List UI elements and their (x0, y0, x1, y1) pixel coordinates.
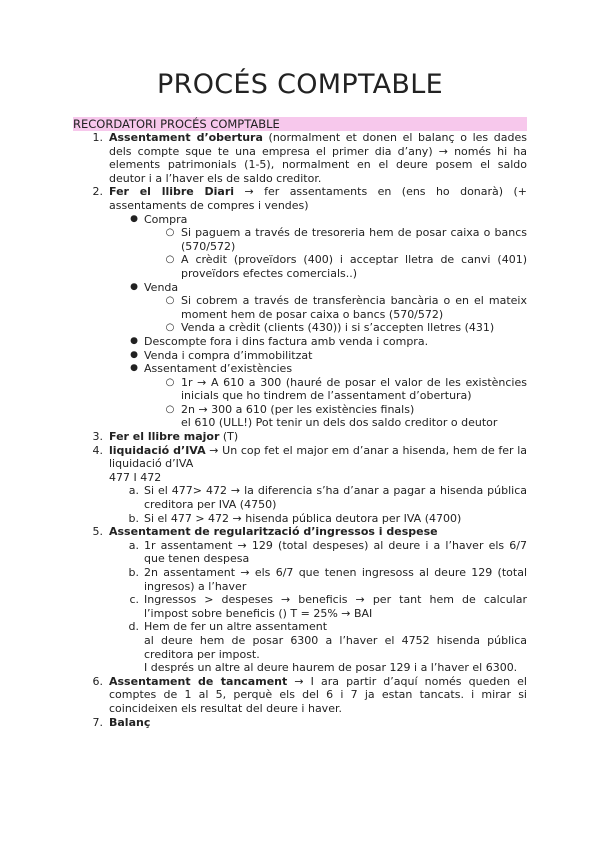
sub-item-venda-a: ○ Si cobrem a través de transferència bancària o en el mateix moment hem de posar caixa o bancs (570/572) (165, 294, 527, 321)
sub-item-4b: b. Si el 477 > 472 → hisenda pública deutora per IVA (4700) (128, 511, 462, 525)
sub-item-existencies-b: ○ 2n → 300 a 610 (per les existències finals) (165, 402, 415, 416)
list-item-1: 1. Assentament d’obertura (normalment et donen el balanç o les dades dels compte sque te una empresa el primer dia d’any) → només hi ha elements patrimonials (1-5), normalment en el deure posem el saldo deutor i a l’haver els de saldo creditor. (92, 131, 528, 185)
sub-item-5c: c. Ingressos > despeses → beneficis → per tant hem de calcular l’impost sobre beneficis () T = 25% → BAI (129, 593, 527, 620)
section-heading: RECORDATORI PROCÉS COMPTABLE (73, 117, 527, 131)
list-item-2: 2. Fer el llibre Diari → fer assentaments en (ens ho donarà) (+ assentaments de compres i vendes) (92, 185, 527, 212)
sub-item-immobilitzat: ● Venda i compra d’immobilitzat (130, 348, 313, 362)
page-title: PROCÉS COMPTABLE (157, 69, 443, 100)
sub-item-5d-line2: al deure hem de posar 6300 a l’haver el 4752 hisenda pública creditora per impost. (144, 633, 527, 661)
sub-item-5a: a. 1r assentament → 129 (total despeses) al deure i a l’haver els 6/7 que tenen despesa (128, 538, 527, 566)
sub-item-5d: d. Hem de fer un altre assentament (128, 620, 328, 634)
list-item-4: 4. liquidació d’IVA → Un cop fet el major em d’anar a hisenda, hem de fer la liquidació d’IVA (92, 443, 527, 471)
list-item-6: 6. Assentament de tancament → I ara partir d’aquí només queden el comptes de 1 al 5, perquè els del 6 i 7 ja estan tancats. i mirar si coincideixen els resultat del deure i haver. (92, 674, 527, 715)
list-item-5: 5. Assentament de regularització d’ingressos i despese (92, 525, 438, 539)
sub-item-existencies-b-note: el 610 (ULL!) Pot tenir un dels dos saldo creditor o deutor (181, 416, 498, 430)
sub-item-venda-b: ○ Venda a crèdit (clients (430)) i si s’accepten lletres (431) (165, 321, 495, 335)
sub-item-existencies-a: ○ 1r → A 610 a 300 (hauré de posar el valor de les existències inicials que ho tindrem de l’assentament d’obertura) (165, 375, 527, 403)
document-body (73, 131, 527, 729)
sub-item-5d-line3: I després un altre al deure haurem de posar 129 i a l’haver el 6300. (144, 661, 518, 675)
sub-item-existencies: ● Assentament d’existències (130, 362, 293, 376)
sub-item-compra-a: ○ Si paguem a través de tresoreria hem de posar caixa o bancs (570/572) (165, 226, 527, 253)
sub-item-compra: ● Compra (130, 212, 188, 226)
list-item-4-accounts: 477 I 472 (109, 470, 162, 484)
list-item-7: 7. Balanç (92, 715, 151, 729)
sub-item-5b: b. 2n assentament → els 6/7 que tenen ingresoss al deure 129 (total ingresos) a l’haver (128, 566, 527, 593)
sub-item-venda: ● Venda (130, 280, 179, 294)
sub-item-compra-b: ○ A crèdit (proveïdors (400) i acceptar lletra de canvi (401) proveïdors efectes comercials..) (165, 253, 527, 280)
list-item-3: 3. Fer el llibre major (T) (92, 430, 239, 444)
sub-item-descompte: ● Descompte fora i dins factura amb venda i compra. (130, 334, 429, 348)
sub-item-4a: a. Si el 477> 472 → la diferencia s’ha d’anar a pagar a hisenda pública creditora per IVA (4750) (128, 484, 527, 512)
